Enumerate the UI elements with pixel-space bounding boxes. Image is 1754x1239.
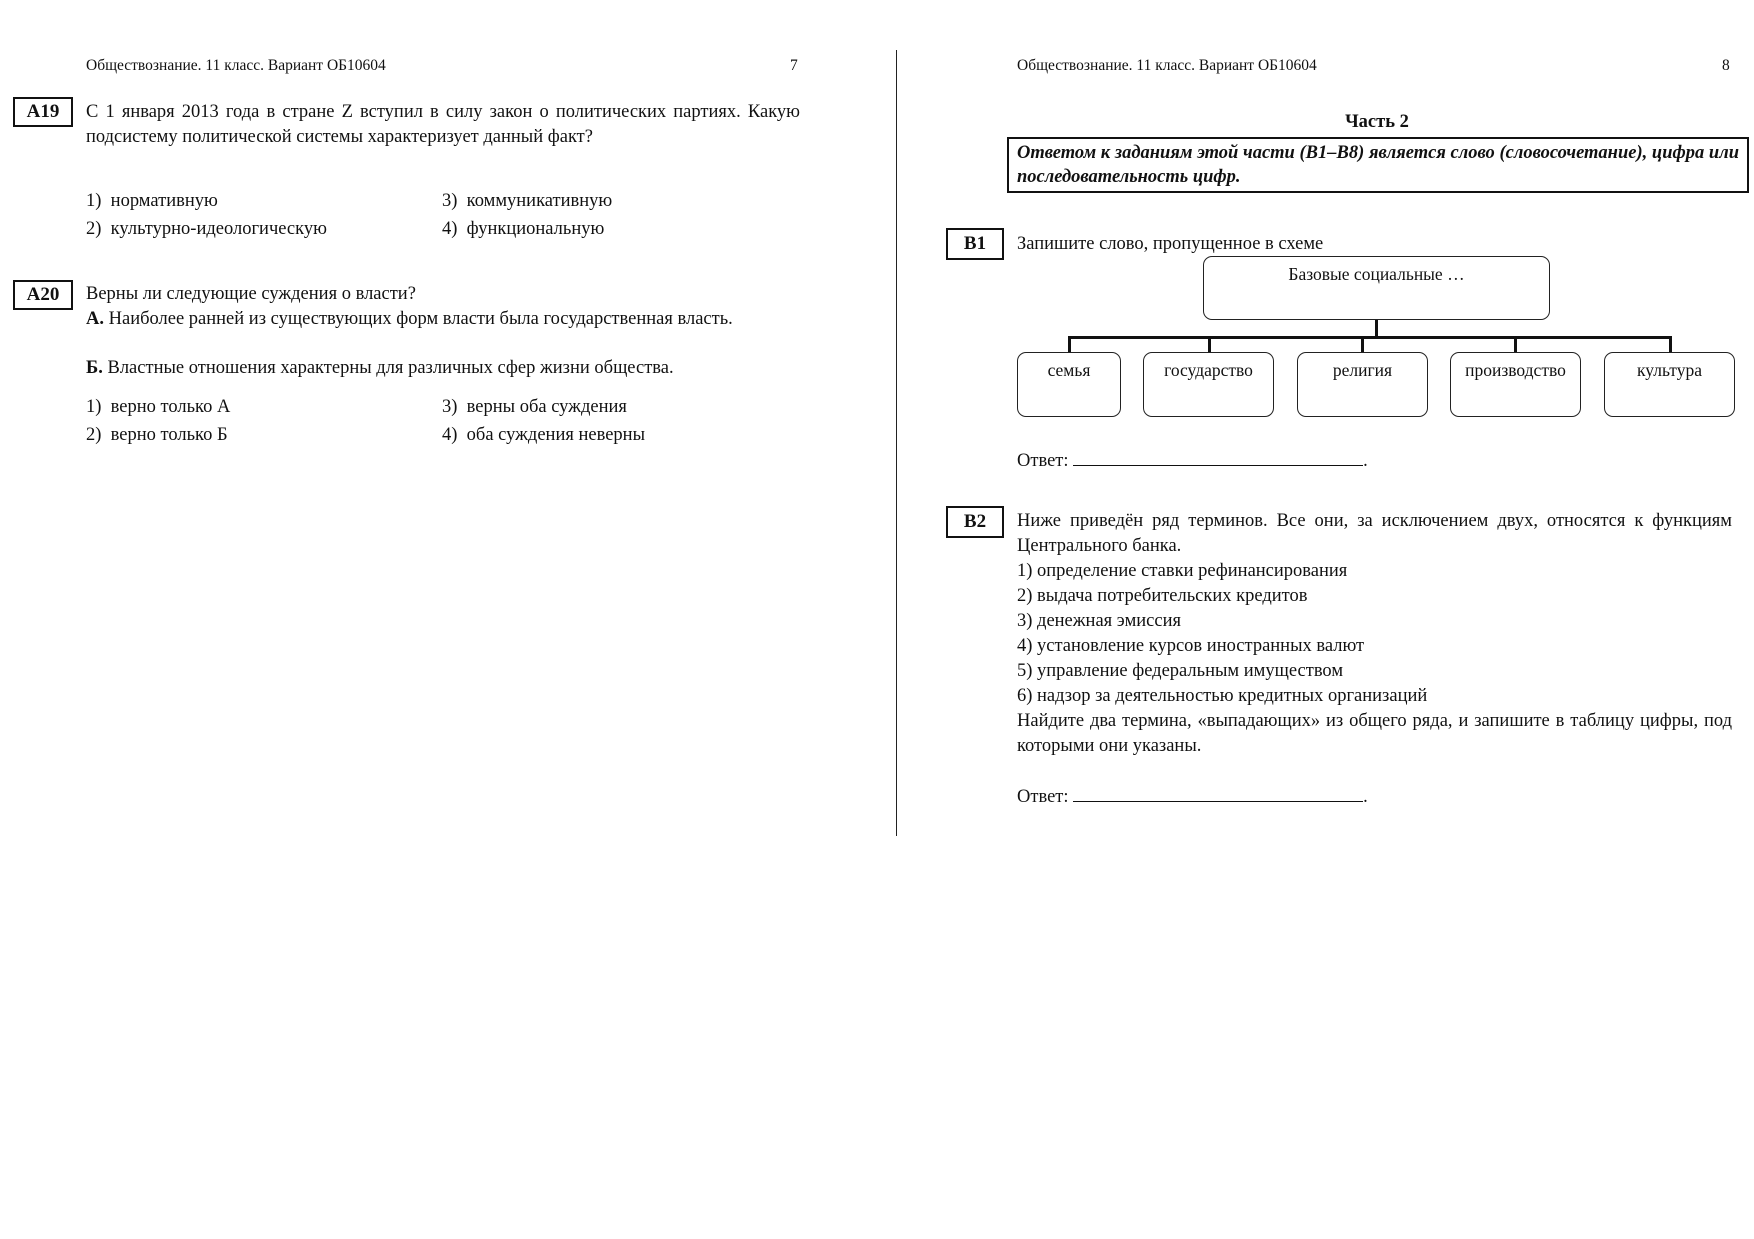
task-label-a19: A19 <box>13 97 73 127</box>
b2-term-2: 2) выдача потребительских кредитов <box>1017 586 1308 606</box>
a19-option-4[interactable] <box>442 217 604 242</box>
a19-question-text: С 1 января 2013 года в стране Z вступил в силу закон о политических партиях. Какую подсистему политической системы характеризует данный факт? <box>86 102 800 147</box>
part-note: Ответом к заданиям этой части (В1–В8) является слово (словосочетание), цифра или последовательность цифр. <box>1007 137 1749 193</box>
a19-option-2[interactable] <box>86 217 327 242</box>
b2-term-6: 6) надзор за деятельностью кредитных организаций <box>1017 686 1428 706</box>
a20-option-1[interactable] <box>86 395 230 420</box>
statement-b-label: Б. <box>86 358 103 378</box>
left-page-header: Обществознание. 11 класс. Вариант ОБ10604 <box>86 57 386 74</box>
scheme-connector-4 <box>1514 336 1517 353</box>
scheme-top-box <box>1203 256 1550 320</box>
option-number: 3) <box>442 191 458 211</box>
scheme-connector-2 <box>1208 336 1211 353</box>
b1-answer-input[interactable] <box>1073 447 1363 466</box>
scheme-top-text: Базовые социальные … <box>1288 264 1465 284</box>
option-number: 2) <box>86 425 102 445</box>
right-page-header: Обществознание. 11 класс. Вариант ОБ10604 <box>1017 57 1317 74</box>
option-text: оба суждения неверны <box>466 425 646 445</box>
page-divider <box>896 50 897 836</box>
option-text: культурно-идеологическую <box>110 219 327 239</box>
b2-term-3: 3) денежная эмиссия <box>1017 611 1182 631</box>
scheme-item-religiya <box>1297 352 1428 417</box>
b2-term-5: 5) управление федеральным имуществом <box>1017 661 1344 681</box>
option-text: верны оба суждения <box>466 397 627 417</box>
scheme-item-proizvodstvo <box>1450 352 1581 417</box>
option-text: функциональную <box>466 219 605 239</box>
task-label-b2: В2 <box>946 506 1004 538</box>
scheme-item-kultura <box>1604 352 1735 417</box>
a20-statement-b <box>86 356 674 381</box>
scheme-item-text: культура <box>1637 360 1702 380</box>
task-label-a20: A20 <box>13 280 73 310</box>
task-label-b1: В1 <box>946 228 1004 260</box>
a19-option-1[interactable] <box>86 189 218 214</box>
statement-a-label: А. <box>86 309 104 329</box>
option-text: коммуникативную <box>466 191 613 211</box>
right-page-number: 8 <box>1722 57 1730 74</box>
option-number: 1) <box>86 397 102 417</box>
option-number: 1) <box>86 191 102 211</box>
option-number: 2) <box>86 219 102 239</box>
statement-a-text: Наиболее ранней из существующих форм власти была государственная власть. <box>108 309 733 329</box>
b2-term-1: 1) определение ставки рефинансирования <box>1017 561 1348 581</box>
scheme-item-gosudarstvo <box>1143 352 1274 417</box>
a20-statement-a <box>86 307 800 332</box>
option-number: 4) <box>442 219 458 239</box>
a20-option-3[interactable] <box>442 395 627 420</box>
b1-question-text: Запишите слово, пропущенное в схеме <box>1017 234 1324 254</box>
scheme-item-text: семья <box>1047 360 1091 380</box>
scheme-connector-1 <box>1068 336 1071 353</box>
b2-term-4: 4) установление курсов иностранных валют <box>1017 636 1365 656</box>
a19-option-3[interactable] <box>442 189 612 214</box>
scheme-connector-vertical <box>1375 320 1378 337</box>
a20-question-text: Верны ли следующие суждения о власти? <box>86 284 416 304</box>
a20-option-2[interactable] <box>86 423 228 448</box>
b2-instruction-text: Найдите два термина, «выпадающих» из общего ряда, и запишите в таблицу цифры, под которыми они указаны. <box>1017 711 1732 756</box>
b1-answer-line: Ответ: . <box>1017 447 1368 473</box>
option-text: нормативную <box>110 191 218 211</box>
a20-option-4[interactable] <box>442 423 645 448</box>
option-number: 4) <box>442 425 458 445</box>
option-text: верно только А <box>110 397 231 417</box>
b2-answer-input[interactable] <box>1073 783 1363 802</box>
scheme-item-text: религия <box>1332 360 1393 380</box>
scheme-connector-5 <box>1669 336 1672 353</box>
scheme-item-text: производство <box>1465 360 1566 380</box>
b2-intro-text: Ниже приведён ряд терминов. Все они, за исключением двух, относятся к функциям Центрального банка. <box>1017 511 1732 556</box>
scheme-item-text: государство <box>1164 360 1253 380</box>
scheme-connector-3 <box>1361 336 1364 353</box>
answer-label: Ответ: <box>1017 787 1069 807</box>
answer-label: Ответ: <box>1017 451 1069 471</box>
scheme-item-semya <box>1017 352 1121 417</box>
statement-b-text: Властные отношения характерны для различных сфер жизни общества. <box>107 358 674 378</box>
part-title: Часть 2 <box>1345 112 1409 132</box>
scheme-connector-horizontal <box>1068 336 1672 339</box>
left-page-number: 7 <box>790 57 798 74</box>
b2-answer-line: Ответ: . <box>1017 783 1368 809</box>
option-number: 3) <box>442 397 458 417</box>
option-text: верно только Б <box>110 425 228 445</box>
